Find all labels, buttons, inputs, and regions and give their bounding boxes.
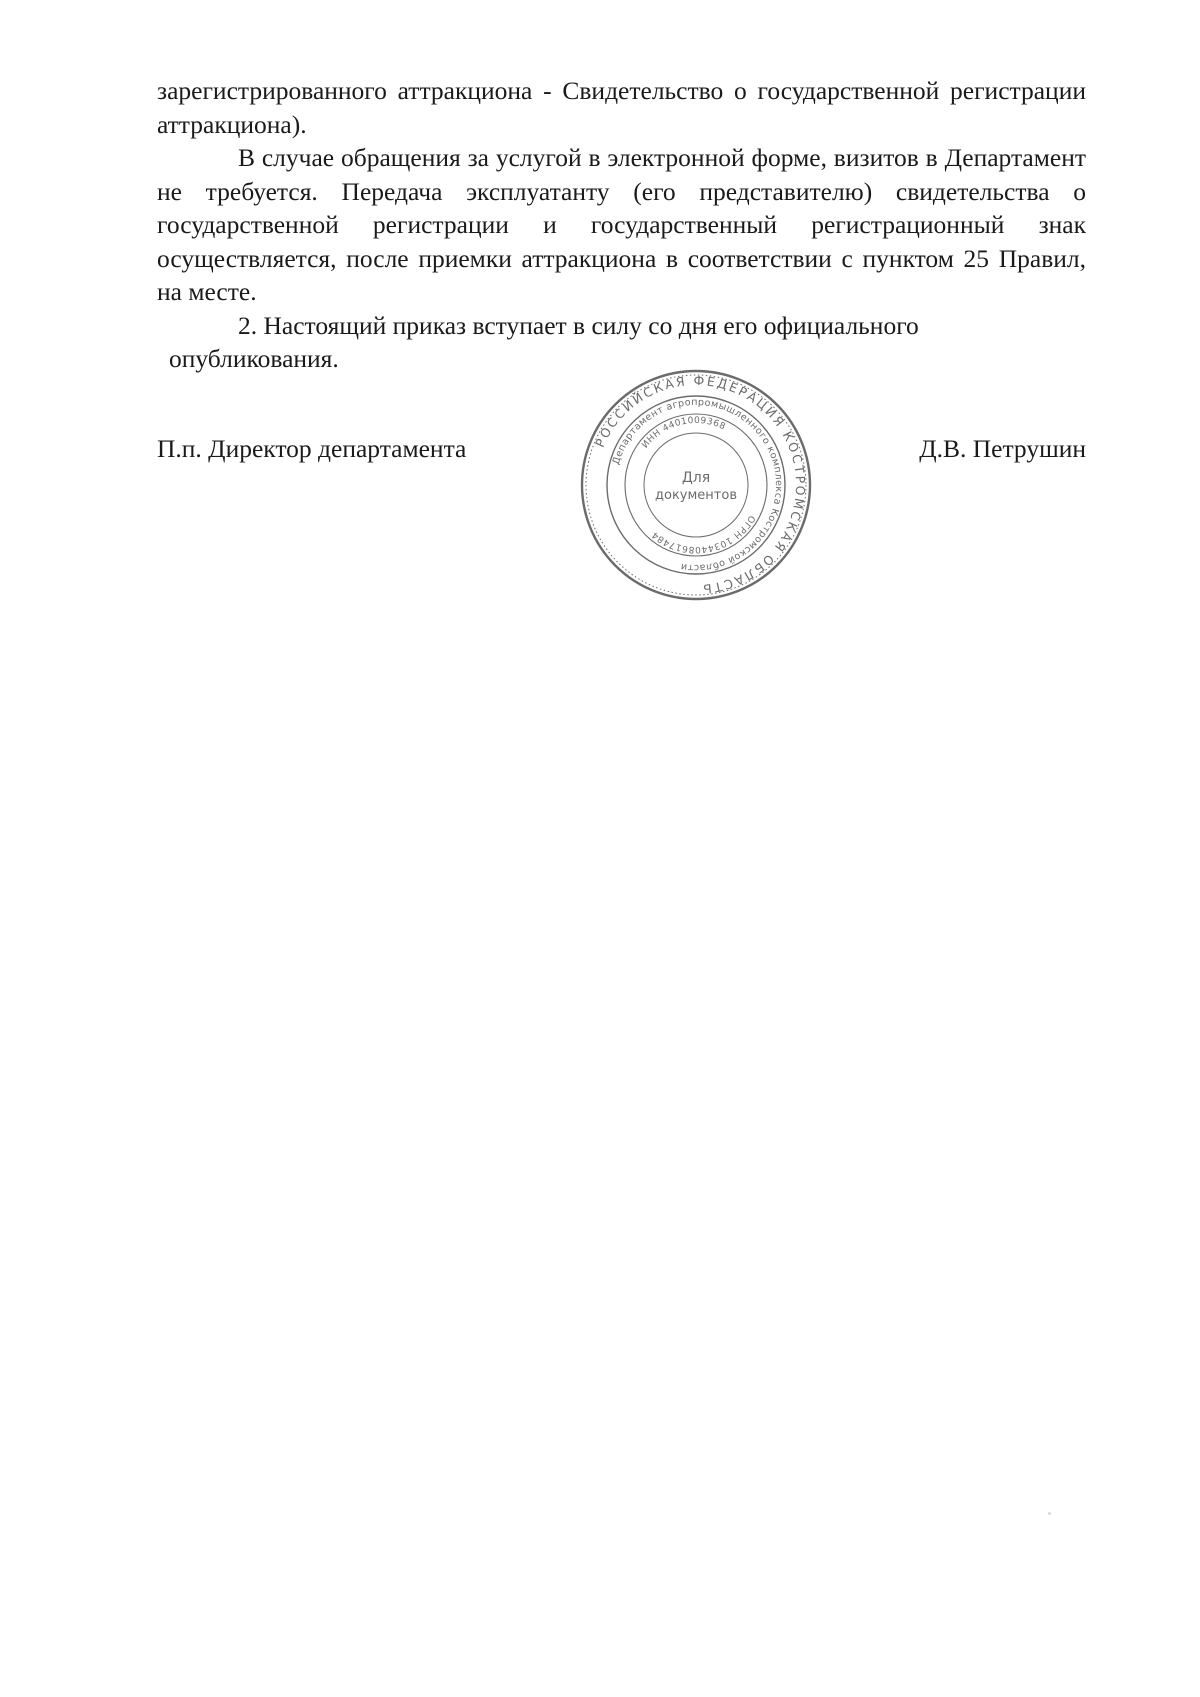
stamp-inn-text: ИНН 4401009368 <box>640 415 727 451</box>
paragraph-effective-date-end: опубликования. <box>169 344 339 373</box>
paragraph-electronic-service: В случае обращения за услугой в электронной форме, визитов в Департамент не требуется. Передача эксплуатанту (его представителю) свидетельства о государственной регистрации и государственный регистрационный знак осуществляется, после приемки аттракциона в соответствии с пунктом 25 Правил, на месте. <box>157 143 1086 306</box>
stamp-outer-text: РОССИЙСКАЯ ФЕДЕРАЦИЯ КОСТРОМСКАЯ ОБЛАСТЬ <box>591 372 809 597</box>
stamp-center-line1: Для <box>681 470 711 486</box>
scan-speck <box>1048 1512 1051 1515</box>
document-body <box>157 74 1086 376</box>
svg-text:ИНН 4401009368 <box>640 416 727 450</box>
official-seal-stamp <box>578 367 814 603</box>
signatory-name: Д.В. Петрушин <box>919 434 1086 463</box>
paragraph-effective-date: 2. Настоящий приказ вступает в силу со дня его официального <box>238 310 919 340</box>
stamp-inner-text: Департамент агропромышленного комплекса Костромской области <box>610 396 785 574</box>
signatory-position: П.п. Директор департамента <box>157 434 467 463</box>
stamp-ogrn-text: ОГРН 1034408617484 <box>650 513 757 555</box>
stamp-center-line2: документов <box>655 488 737 503</box>
paragraph-continuation: зарегистрированного аттракциона - Свидетельство о государственной регистрации аттракциона). <box>157 76 1086 139</box>
